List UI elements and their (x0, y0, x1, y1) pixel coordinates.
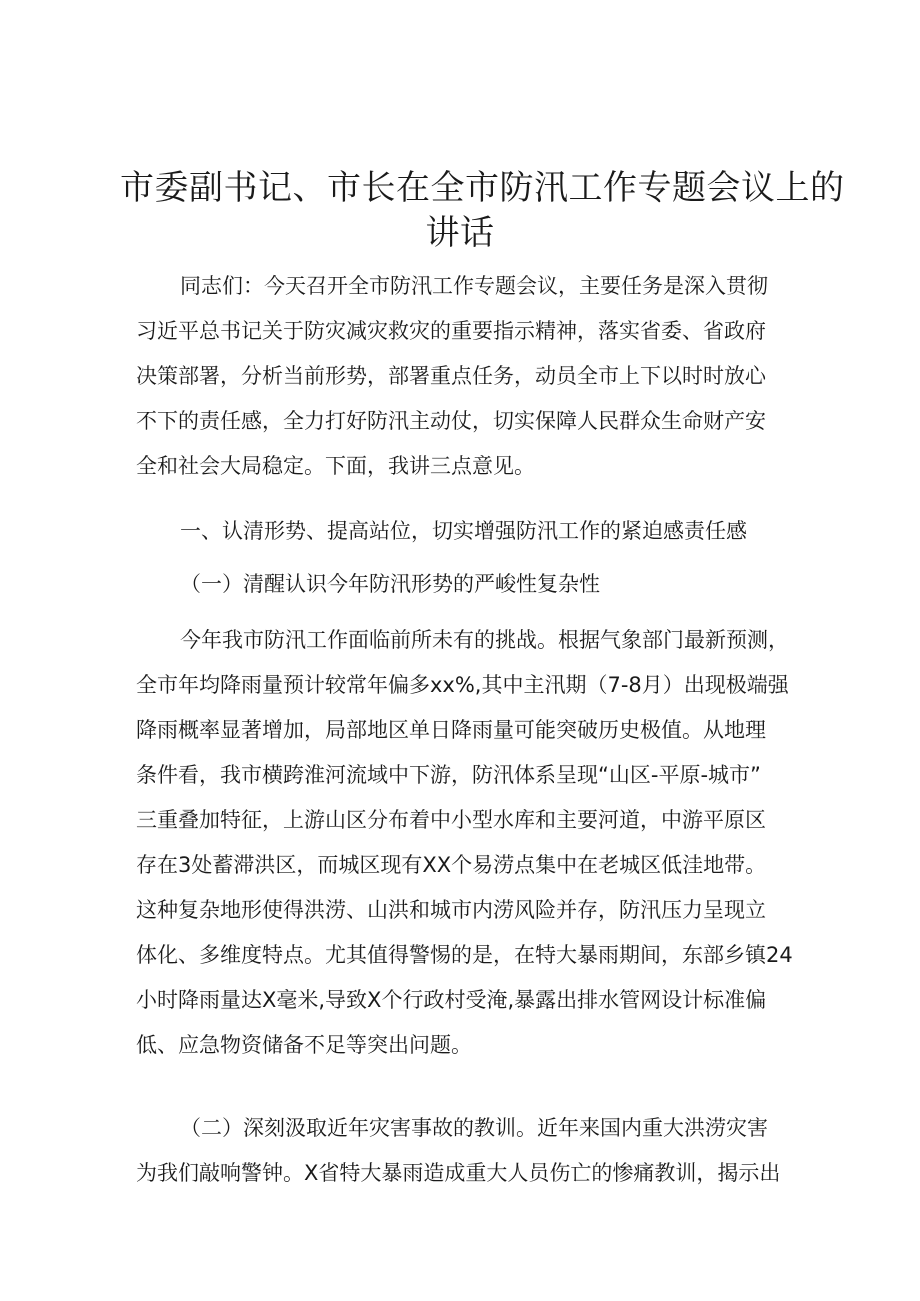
section-heading (180, 509, 840, 554)
text-line: 体化、多维度特点。尤其值得警惕的是，在特大暴雨期间，东部乡镇24 (136, 943, 793, 967)
text-line: 三重叠加特征，上游山区分布着中小型水库和主要河道，中游平原区 (136, 808, 766, 832)
document-title-line-2: 讲话 (425, 213, 495, 253)
text-line: 不下的责任感，全力打好防汛主动仗，切实保障人民群众生命财产安 (136, 409, 766, 433)
subsection-heading (180, 562, 840, 607)
text-line: 存在3处蓄滞洪区，而城区现有XX个易涝点集中在老城区低洼地带。 (136, 853, 767, 877)
heading-text: 一、认清形势、提高站位，切实增强防汛工作的紧迫感责任感 (180, 519, 747, 543)
section-1-paragraph (136, 618, 796, 1068)
text-line: 全市年均降雨量预计较常年偏多xx%,其中主汛期（7-8月）出现极端强 (136, 673, 789, 697)
intro-paragraph (136, 264, 796, 489)
text-line: 全和社会大局稳定。下面，我讲三点意见。 (136, 454, 535, 478)
document-title-line-1: 市委副书记、市长在全市防汛工作专题会议上的 (120, 168, 845, 208)
text-line: 低、应急物资储备不足等突出问题。 (136, 1033, 472, 1057)
text-line: 为我们敲响警钟。X省特大暴雨造成重大人员伤亡的惨痛教训，揭示出 (136, 1161, 781, 1185)
text-line: 同志们：今天召开全市防汛工作专题会议，主要任务是深入贯彻 (180, 274, 768, 298)
text-line: （二）深刻汲取近年灾害事故的教训。近年来国内重大洪涝灾害 (180, 1116, 768, 1140)
text-line: 习近平总书记关于防灾减灾救灾的重要指示精神，落实省委、省政府 (136, 319, 766, 343)
text-line: 这种复杂地形使得洪涝、山洪和城市内涝风险并存，防汛压力呈现立 (136, 898, 766, 922)
text-line: 降雨概率显著增加，局部地区单日降雨量可能突破历史极值。从地理 (136, 718, 766, 742)
text-line: 小时降雨量达X毫米,导致X个行政村受淹,暴露出排水管网设计标准偏 (136, 988, 767, 1012)
subheading-text: （一）清醒认识今年防汛形势的严峻性复杂性 (180, 572, 600, 596)
text-line: 决策部署，分析当前形势，部署重点任务，动员全市上下以时时放心 (136, 364, 766, 388)
text-line: 条件看，我市横跨淮河流域中下游，防汛体系呈现“山区-平原-城市” (136, 763, 761, 787)
text-line: 今年我市防汛工作面临前所未有的挑战。根据气象部门最新预测， (180, 628, 789, 652)
section-2-paragraph (136, 1106, 796, 1196)
